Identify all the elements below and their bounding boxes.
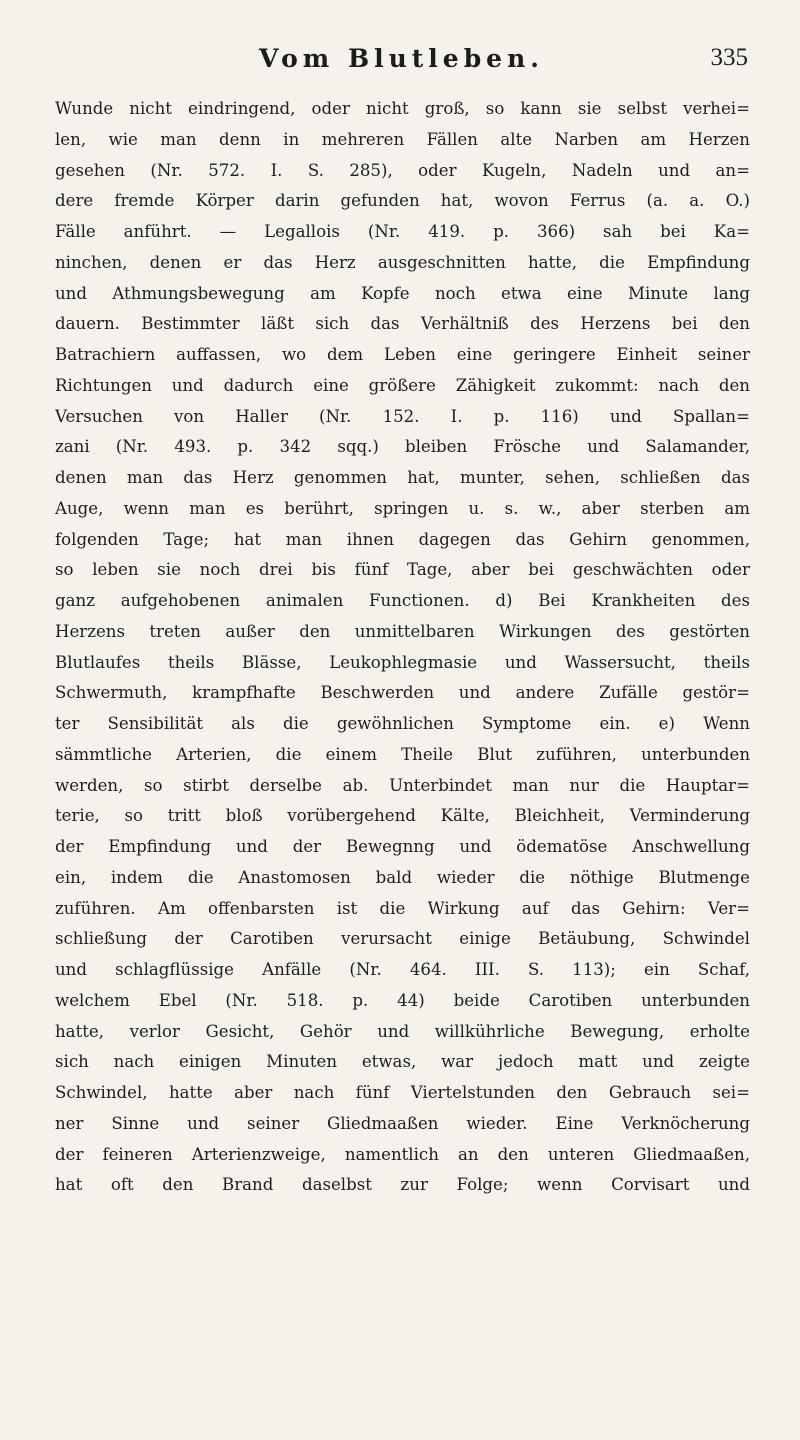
page-header xyxy=(55,42,748,82)
text-line: sich nach einigen Minuten etwas, war jedoch matt und zeigte xyxy=(55,1052,750,1072)
text-line: denen man das Herz genommen hat, munter, sehen, schließen das xyxy=(55,468,750,487)
text-line: ter Sensibilität als die gewöhnlichen Symptome ein. e) Wenn xyxy=(55,714,750,733)
text-line: sämmtliche Arterien, die einem Theile Blut zuführen, unterbunden xyxy=(55,744,750,764)
text-line: und Athmungsbewegung am Kopfe noch etwa eine Minute lang xyxy=(55,283,750,303)
text-line: so leben sie noch drei bis fünf Tage, aber bei geschwächten oder xyxy=(55,560,750,580)
text-line: der feineren Arterienzweige, namentlich an den unteren Gliedmaaßen, xyxy=(55,1144,750,1164)
text-line: schließung der Carotiben verursacht einige Betäubung, Schwindel xyxy=(55,929,750,949)
running-title: Vom Blutleben. xyxy=(259,44,544,73)
text-line: Richtungen und dadurch eine größere Zähigkeit zukommt: nach den xyxy=(55,375,750,395)
text-line: dauern. Bestimmter läßt sich das Verhältniß des Herzens bei den xyxy=(55,314,750,334)
text-line: len, wie man denn in mehreren Fällen alte Narben am Herzen xyxy=(55,129,750,149)
text-line: ganz aufgehobenen animalen Functionen. d) Bei Krankheiten des xyxy=(55,591,750,610)
text-line: terie, so tritt bloß vorübergehend Kälte, Bleichheit, Verminderung xyxy=(55,806,750,826)
text-line: der Empfindung und der Bewegnng und ödematöse Anschwellung xyxy=(55,837,750,856)
text-line: gesehen (Nr. 572. I. S. 285), oder Kugeln, Nadeln und an= xyxy=(55,160,750,180)
text-line: Blutlaufes theils Blässe, Leukophlegmasie und Wassersucht, theils xyxy=(55,652,750,672)
text-line: Wunde nicht eindringend, oder nicht groß, so kann sie selbst verhei= xyxy=(55,99,750,118)
text-line: werden, so stirbt derselbe ab. Unterbindet man nur die Hauptar= xyxy=(55,775,750,795)
text-line: welchem Ebel (Nr. 518. p. 44) beide Carotiben unterbunden xyxy=(55,990,750,1010)
page-number: 335 xyxy=(710,44,748,71)
text-line: Herzens treten außer den unmittelbaren Wirkungen des gestörten xyxy=(55,621,750,641)
text-line: ninchen, denen er das Herz ausgeschnitten hatte, die Empfindung xyxy=(55,252,750,272)
text-line: hatte, verlor Gesicht, Gehör und willkührliche Bewegung, erholte xyxy=(55,1021,750,1041)
text-line: ein, indem die Anastomosen bald wieder die nöthige Blutmenge xyxy=(55,867,750,887)
body-text xyxy=(55,94,750,1201)
text-line: zani (Nr. 493. p. 342 sqq.) bleiben Frösche und Salamander, xyxy=(55,437,750,457)
text-line: Auge, wenn man es berührt, springen u. s. w., aber sterben am xyxy=(55,498,750,518)
text-line: und schlagflüssige Anfälle (Nr. 464. III. S. 113); ein Schaf, xyxy=(55,960,750,979)
text-line: Schwermuth, krampfhafte Beschwerden und andere Zufälle gestör= xyxy=(55,683,750,703)
text-line: Versuchen von Haller (Nr. 152. I. p. 116) und Spallan= xyxy=(55,406,750,426)
text-line: ner Sinne und seiner Gliedmaaßen wieder. Eine Verknöcherung xyxy=(55,1113,750,1133)
text-line: hat oft den Brand daselbst zur Folge; wenn Corvisart und xyxy=(55,1175,750,1195)
text-line: dere fremde Körper darin gefunden hat, wovon Ferrus (a. a. O.) xyxy=(55,191,750,211)
text-line: Fälle anführt. — Legallois (Nr. 419. p. 366) sah bei Ka= xyxy=(55,222,750,241)
text-line: zuführen. Am offenbarsten ist die Wirkung auf das Gehirn: Ver= xyxy=(55,898,750,918)
text-line: folgenden Tage; hat man ihnen dagegen das Gehirn genommen, xyxy=(55,529,750,549)
text-line: Schwindel, hatte aber nach fünf Viertelstunden den Gebrauch sei= xyxy=(55,1083,750,1102)
text-line: Batrachiern auffassen, wo dem Leben eine geringere Einheit seiner xyxy=(55,345,750,364)
